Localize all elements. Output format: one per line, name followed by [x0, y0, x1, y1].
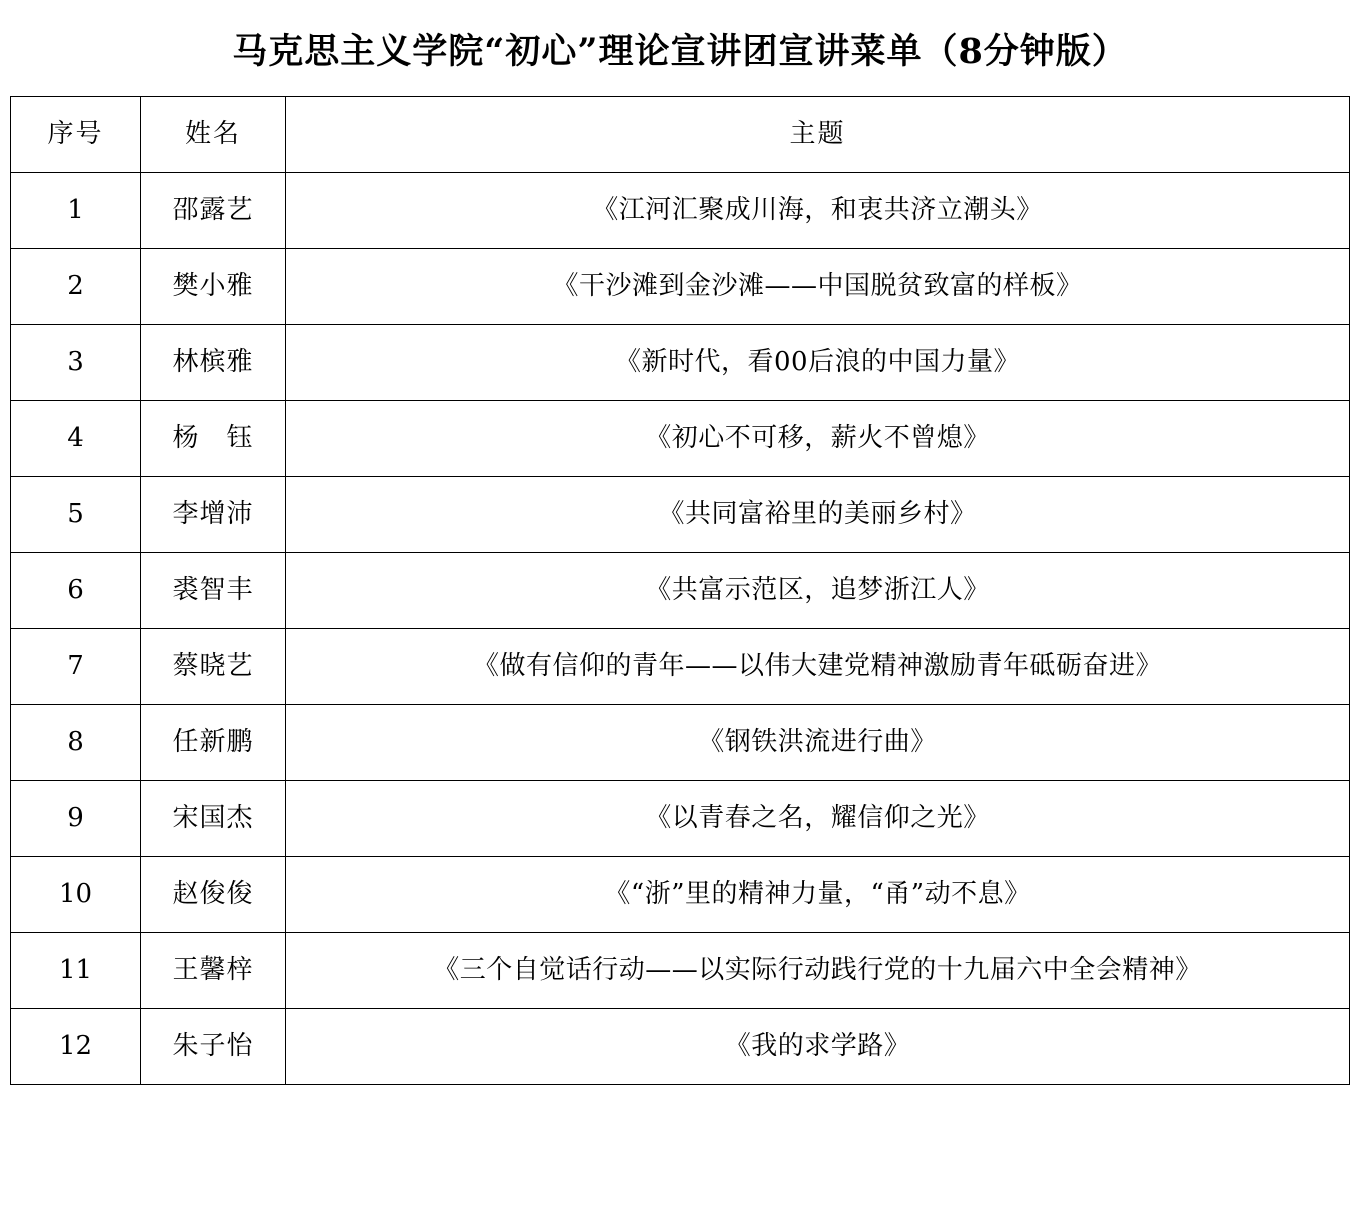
row-number: 1	[11, 173, 141, 249]
table-row	[11, 173, 1350, 249]
row-speaker-name: 王馨梓	[141, 933, 286, 1009]
row-speaker-name: 朱子怡	[141, 1009, 286, 1085]
row-number: 12	[11, 1009, 141, 1085]
table-row	[11, 705, 1350, 781]
column-header-no: 序号	[11, 97, 141, 173]
row-speaker-name: 李增沛	[141, 477, 286, 553]
row-speaker-name: 樊小雅	[141, 249, 286, 325]
row-topic: 《共富示范区，追梦浙江人》	[286, 553, 1350, 629]
table-row	[11, 401, 1350, 477]
column-header-name: 姓名	[141, 97, 286, 173]
row-topic: 《钢铁洪流进行曲》	[286, 705, 1350, 781]
row-speaker-name: 蔡晓艺	[141, 629, 286, 705]
row-number: 3	[11, 325, 141, 401]
table-row	[11, 629, 1350, 705]
table-row	[11, 325, 1350, 401]
table-row	[11, 553, 1350, 629]
speech-menu-table	[10, 96, 1350, 1085]
row-number: 6	[11, 553, 141, 629]
row-speaker-name: 邵露艺	[141, 173, 286, 249]
row-topic: 《以青春之名，耀信仰之光》	[286, 781, 1350, 857]
table-row	[11, 1009, 1350, 1085]
row-topic: 《干沙滩到金沙滩——中国脱贫致富的样板》	[286, 249, 1350, 325]
table-row	[11, 933, 1350, 1009]
row-topic: 《共同富裕里的美丽乡村》	[286, 477, 1350, 553]
row-speaker-name: 赵俊俊	[141, 857, 286, 933]
table-row	[11, 857, 1350, 933]
row-topic: 《三个自觉话行动——以实际行动践行党的十九届六中全会精神》	[286, 933, 1350, 1009]
row-number: 11	[11, 933, 141, 1009]
column-header-topic: 主题	[286, 97, 1350, 173]
row-topic: 《江河汇聚成川海，和衷共济立潮头》	[286, 173, 1350, 249]
row-speaker-name: 宋国杰	[141, 781, 286, 857]
row-topic: 《做有信仰的青年——以伟大建党精神激励青年砥砺奋进》	[286, 629, 1350, 705]
row-speaker-name: 林槟雅	[141, 325, 286, 401]
table-row	[11, 781, 1350, 857]
row-topic: 《我的求学路》	[286, 1009, 1350, 1085]
row-number: 4	[11, 401, 141, 477]
row-number: 7	[11, 629, 141, 705]
page-title: 马克思主义学院“初心”理论宣讲团宣讲菜单（8分钟版）	[232, 31, 1128, 72]
row-speaker-name: 杨 钰	[141, 401, 286, 477]
row-number: 9	[11, 781, 141, 857]
table-header-row	[11, 97, 1350, 173]
row-topic: 《新时代，看00后浪的中国力量》	[286, 325, 1350, 401]
row-number: 8	[11, 705, 141, 781]
row-speaker-name: 裘智丰	[141, 553, 286, 629]
row-topic: 《“浙”里的精神力量，“甬”动不息》	[286, 857, 1350, 933]
row-number: 10	[11, 857, 141, 933]
row-topic: 《初心不可移，薪火不曾熄》	[286, 401, 1350, 477]
row-speaker-name: 任新鹏	[141, 705, 286, 781]
table-row	[11, 249, 1350, 325]
row-number: 2	[11, 249, 141, 325]
row-number: 5	[11, 477, 141, 553]
table-row	[11, 477, 1350, 553]
